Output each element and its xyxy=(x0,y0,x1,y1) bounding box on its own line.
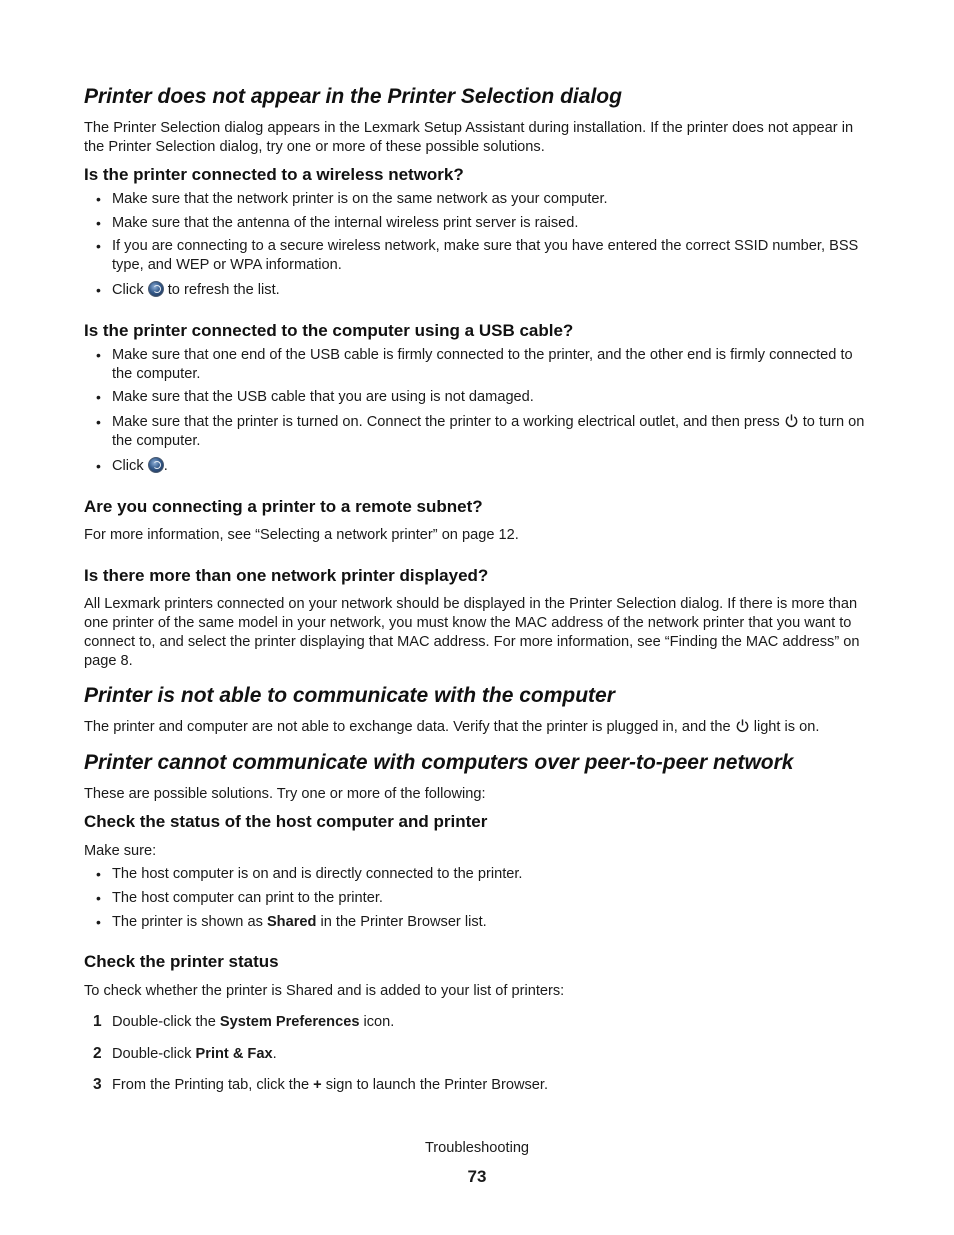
text: icon. xyxy=(359,1014,395,1030)
step-text xyxy=(112,1013,394,1032)
text: From the Printing tab, click the xyxy=(112,1077,314,1093)
text: . xyxy=(272,1046,277,1062)
text-bold: + xyxy=(313,1077,322,1093)
list-item xyxy=(112,281,874,300)
subnet-text: For more information, see “Selecting a network printer” on page 12. xyxy=(84,527,519,543)
multiple-printers-text: All Lexmark printers connected on your network should be displayed in the Printer Selection dialog. If there is more than one printer of the same model in your network, you must know the MAC address of the network printer that you want to connect to, and select the printer displaying that MAC address. For more information, see “Finding the MAC address” on page 8. xyxy=(84,596,860,669)
step-text xyxy=(112,1076,548,1095)
text: sign to launch the Printer Browser. xyxy=(321,1077,549,1093)
heading-printer-status: Check the printer status xyxy=(84,952,279,971)
text: . xyxy=(163,458,168,474)
list-item xyxy=(112,457,874,476)
communicate-text xyxy=(84,718,874,737)
list-item: • The host computer is on and is directly connected to the printer. xyxy=(112,865,874,884)
text: Double-click xyxy=(112,1046,196,1062)
text-bold: Shared xyxy=(266,914,317,930)
power-icon xyxy=(735,718,750,733)
step-number: 3 xyxy=(93,1076,102,1093)
heading-subnet: Are you connecting a printer to a remote subnet? xyxy=(84,497,483,516)
list-item xyxy=(112,913,874,932)
list-item: • Make sure that the network printer is on the same network as your computer. xyxy=(112,190,874,209)
peer-intro: These are possible solutions. Try one or more of the following: xyxy=(84,786,486,802)
page-number: 73 xyxy=(467,1167,487,1186)
text: to turn on the computer. xyxy=(112,414,865,449)
step-number: 2 xyxy=(93,1045,102,1062)
text: The printer is shown as xyxy=(112,914,267,930)
refresh-icon xyxy=(148,457,164,473)
heading-usb: Is the printer connected to the computer using a USB cable? xyxy=(84,321,574,340)
host-lead: Make sure: xyxy=(84,843,157,859)
intro-paragraph: The Printer Selection dialog appears in the Lexmark Setup Assistant during installation. If the printer does not appear in the Printer Selection dialog, try one or more of these possible solutions. xyxy=(84,120,854,155)
text: Click xyxy=(112,282,148,298)
section-title-printer-selection: Printer does not appear in the Printer Selection dialog xyxy=(84,85,622,108)
heading-wireless: Is the printer connected to a wireless network? xyxy=(84,165,464,184)
section-title-peer-to-peer: Printer cannot communicate with computers over peer-to-peer network xyxy=(84,751,794,774)
text-bold: System Preferences xyxy=(219,1014,360,1030)
list-item: • If you are connecting to a secure wireless network, make sure that you have entered the correct SSID number, BSS type, and WEP or WPA information. xyxy=(112,237,874,275)
section-title-communicate: Printer is not able to communicate with the computer xyxy=(84,684,615,707)
text: Double-click the xyxy=(112,1014,220,1030)
text: Click xyxy=(112,458,148,474)
text: light is on. xyxy=(749,719,820,735)
heading-multiple-printers: Is there more than one network printer displayed? xyxy=(84,566,489,585)
footer-section-label: Troubleshooting xyxy=(424,1140,530,1156)
step-text xyxy=(112,1045,277,1064)
step-number: 1 xyxy=(93,1013,102,1030)
refresh-icon xyxy=(148,281,164,297)
status-lead: To check whether the printer is Shared and is added to your list of printers: xyxy=(84,983,565,999)
text-bold: Print & Fax xyxy=(195,1046,273,1062)
list-item: • The host computer can print to the printer. xyxy=(112,889,874,908)
text: The printer and computer are not able to exchange data. Verify that the printer is plugged in, and the xyxy=(84,719,735,735)
text: Make sure that the printer is turned on. Connect the printer to a working electrical outlet, and then press xyxy=(112,414,784,430)
list-item: • Make sure that the USB cable that you are using is not damaged. xyxy=(112,388,874,407)
list-item xyxy=(112,413,874,451)
heading-host-status: Check the status of the host computer and printer xyxy=(84,812,488,831)
list-item: • Make sure that one end of the USB cable is firmly connected to the printer, and the other end is firmly connected to the computer. xyxy=(112,346,874,384)
power-icon xyxy=(784,413,799,428)
text: to refresh the list. xyxy=(163,282,280,298)
list-item: • Make sure that the antenna of the internal wireless print server is raised. xyxy=(112,214,874,233)
text: in the Printer Browser list. xyxy=(316,914,487,930)
